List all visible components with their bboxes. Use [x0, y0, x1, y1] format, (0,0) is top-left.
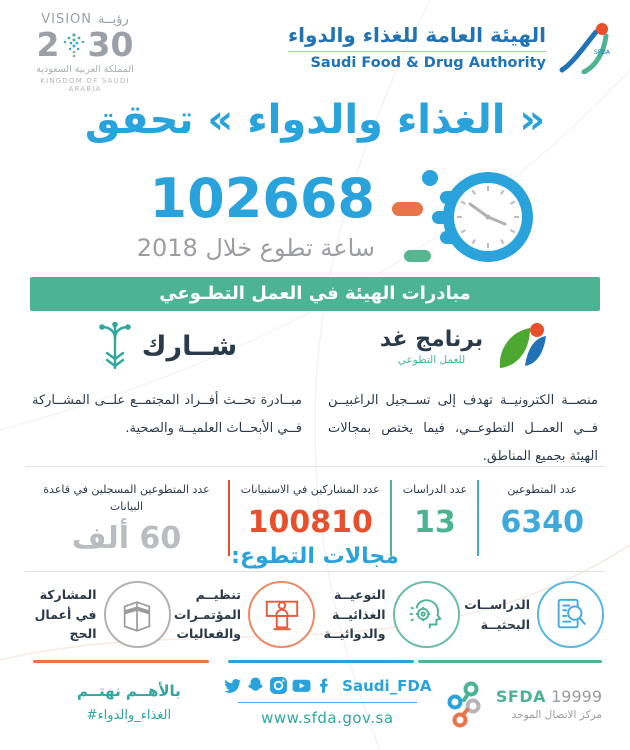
sfda-logo [288, 20, 612, 74]
separator-orange [33, 660, 209, 663]
social-handle[interactable]: Saudi_FDA [342, 676, 432, 695]
stat-survey-participants-value: 100810 [247, 504, 373, 540]
footer-hashtag[interactable]: #الغذاء_والدواء [86, 708, 172, 723]
ghad-program-description: منصــة الكترونيــة تهدف إلى تســجيل الراغبيــن فــي العمــل التطوعــي، فيما يختص بمجالات الهيئة بجميع المناطق. [328, 393, 598, 464]
ghad-program-subtitle: للعمل التطوعي [397, 353, 466, 366]
separator-blue [228, 660, 414, 663]
awareness-mind-icon [407, 596, 445, 634]
sharek-initiative-description: مبــادرة تحــث أفــراد المجتمــع علــى المشــاركة فــي الأبحــاث العلميــة والصحية. [32, 393, 302, 436]
field-hajj-participation-label: المشاركة في أعمال الحج [34, 587, 97, 642]
contact-brand: SFDA [495, 687, 546, 706]
sfda-figure-icon [556, 20, 612, 74]
twitter-icon[interactable] [223, 676, 242, 695]
vision-2030-palm-icon [61, 31, 87, 59]
snapchat-icon[interactable] [246, 676, 265, 695]
field-conferences-events [171, 581, 316, 648]
document-magnifier-icon [552, 596, 590, 634]
field-hajj-participation [26, 581, 171, 648]
field-food-drug-awareness [315, 581, 460, 648]
sfda-title-divider [288, 51, 546, 52]
sfda-19999-molecule-icon [446, 680, 488, 728]
facebook-icon[interactable] [315, 676, 334, 695]
stat-volunteers-label: عدد المتطوعين [507, 483, 578, 496]
footer-social [230, 676, 432, 727]
fields-section-title: مجالات التطوع: [231, 544, 399, 569]
sharek-initiative-name: شــارك [141, 330, 238, 362]
kaaba-icon [118, 596, 156, 634]
vision-word-en: VISION [41, 12, 92, 27]
vision-year-prefix: 2 [36, 25, 60, 64]
field-research-studies [460, 581, 605, 648]
contact-number[interactable]: 19999 [551, 687, 602, 706]
stat-registered-volunteers-label: عدد المتطوعين المسجلين في قاعدة البيانات [43, 483, 210, 513]
vision-year [26, 25, 144, 64]
website-url[interactable]: www.sfda.gov.sa [261, 709, 394, 727]
volunteer-hours-caption: ساعة تطوع خلال 2018 [136, 234, 375, 262]
stat-studies-value: 13 [414, 504, 456, 540]
footer [28, 676, 602, 728]
vision-2030-logo [26, 12, 144, 93]
vision-year-suffix: 30 [87, 25, 134, 64]
ghad-program-name: برنامج غد [379, 326, 484, 352]
field-food-drug-awareness-label: التوعيــة الغذائيــة والدوائيــة [323, 587, 386, 642]
conference-podium-icon [263, 596, 301, 634]
instagram-icon[interactable] [269, 676, 288, 695]
contact-label: مركز الاتصال الموحد [511, 709, 602, 721]
page-title: « الغذاء والدواء » تحقق [84, 97, 546, 143]
sfda-title-english: Saudi Food & Drug Authority [310, 55, 546, 71]
footer-slogan-text: بالأهــم نهتــم [77, 682, 181, 700]
section-banner: مبادرات الهيئة في العمل التطـوعي [30, 277, 600, 311]
initiative-ghad [328, 318, 598, 471]
sharek-plant-icon [97, 322, 133, 370]
stat-survey-participants-label: عدد المشاركين في الاستبيانات [240, 483, 380, 496]
field-conferences-events-label: تنظيــم المؤتمـرات والفعاليات [173, 587, 241, 642]
vision-country-en: KINGDOM OF SAUDI ARABIA [40, 77, 130, 93]
stat-volunteers-value: 6340 [500, 504, 584, 540]
volunteer-hours-count: 102668 [149, 167, 375, 230]
separator-green [418, 660, 602, 663]
flying-clock-icon [388, 164, 540, 270]
initiative-sharek [32, 318, 302, 471]
vision-country-ar: المملكة العربية السعودية [36, 64, 134, 75]
footer-slogan [28, 676, 230, 723]
footer-contact-center [425, 676, 602, 728]
stat-studies-label: عدد الدراسات [402, 483, 468, 496]
ghad-leaves-icon [492, 321, 546, 371]
sfda-title-arabic: الهيئة العامة للغذاء والدواء [287, 23, 546, 47]
field-research-studies-label: الدراســات البحثيــة [464, 597, 530, 632]
vision-word-ar: رؤيــة [98, 12, 129, 27]
stat-registered-volunteers-value: 60 ألف [71, 521, 182, 556]
youtube-icon[interactable] [292, 676, 311, 695]
svg-text:SFDA: SFDA [594, 49, 610, 56]
social-divider [238, 702, 417, 703]
volunteering-fields [26, 581, 604, 648]
